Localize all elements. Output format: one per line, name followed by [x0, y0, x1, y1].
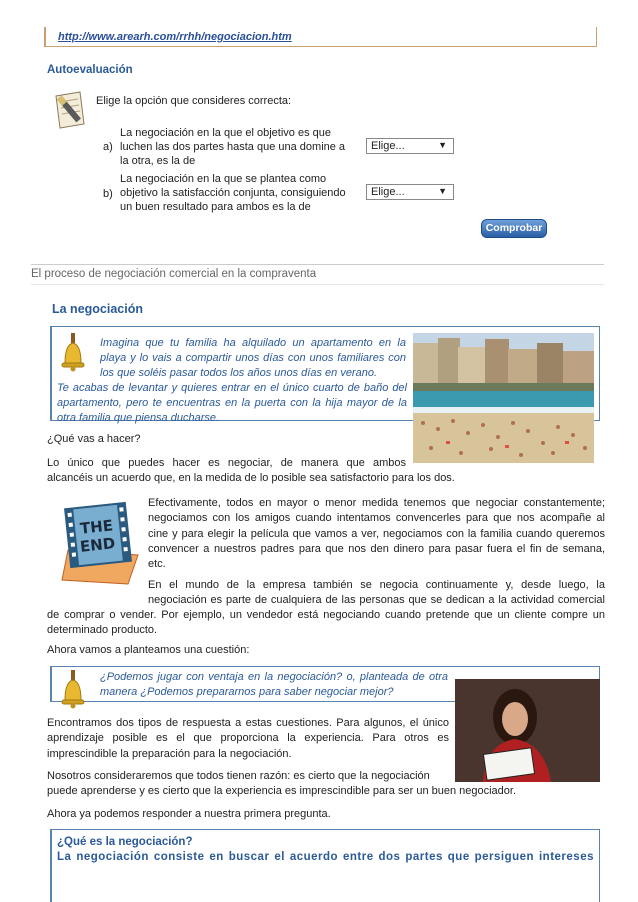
question-b-label: b): [103, 188, 113, 200]
the-end-film-image: [58, 500, 144, 586]
question-b-select[interactable]: Elige... ▼: [366, 184, 454, 200]
the-end-line2: END: [79, 534, 117, 556]
instruction-text: Elige la opción que consideres correcta:: [96, 95, 292, 107]
divider: [31, 284, 604, 285]
question-b-text: La negociación en la que se plantea como objetivo la satisfacción conjunta, consiguiendo un buen resultado para ambos es la de: [120, 173, 346, 213]
paragraph-question-intro: Ahora vamos a planteamos una cuestión:: [47, 644, 250, 656]
the-end-line1: THE: [79, 516, 114, 538]
definition-title: ¿Qué es la negociación?: [57, 836, 193, 848]
callout-question-text: ¿Podemos jugar con ventaja en la negociación? o, planteada de otra manera ¿Podemos prepararnos para saber negociar mejor?: [100, 671, 448, 698]
bell-icon: [60, 333, 86, 373]
question-a-label: a): [103, 141, 113, 153]
beach-photo: [413, 333, 594, 463]
source-url-link[interactable]: http://www.arearh.com/rrhh/negociacion.htm: [58, 31, 292, 43]
callout-story-body: Te acabas de levantar y quieres entrar en el único cuarto de baño del apartamento, pero te encuentras en la puerta con la hija mayor de la otra familia que piensa ducharse.: [57, 382, 407, 424]
pen-paper-icon: [50, 88, 90, 130]
paragraph-business-1: En el mundo de la empresa también se negocia continuamente y, desde luego, la negociación es parte de cualquiera de las personas que se dedican a la actividad comercial: [148, 579, 605, 607]
definition-text: La negociación consiste en buscar el acuerdo entre dos partes que persiguen intereses: [57, 851, 594, 863]
section-header: El proceso de negociación comercial en la compraventa: [31, 268, 317, 280]
dropdown-arrow-icon: ▼: [438, 186, 447, 196]
bell-icon: [60, 670, 86, 710]
check-button[interactable]: Comprobar: [481, 219, 547, 238]
section-title: La negociación: [52, 302, 143, 316]
paragraph-answer-intro: Ahora ya podemos responder a nuestra primera pregunta.: [47, 808, 331, 820]
paragraph-negotiate-line1: Lo único que puedes hacer es negociar, de manera que ambos: [47, 457, 406, 469]
paragraph-consider: Nosotros consideraremos que todos tienen razón: es cierto que la negociación puede aprenderse y es cierto que la experiencia es imprescindible para ser un buen negociador.: [47, 770, 517, 798]
question-a-select[interactable]: Elige... ▼: [366, 138, 454, 154]
url-box: [44, 27, 597, 47]
paragraph-responses: Encontramos dos tipos de respuesta a estas cuestiones. Para algunos, el único aprendizaje posible es el que proporciona la experiencia. Para otros es imprescindible la preparación para la negociación.: [47, 717, 449, 760]
paragraph-everyone-negotiates: Efectivamente, todos en mayor o menor medida tenemos que negociar constantemente; negociamos con los amigos cuando intentamos convencerles para que nos acompañe al cine y para elegir la película que vamos a ver, negociamos con la familia cuando queremos convencer a nuestros padres para que nos den dinero para pasar fuera el fin de semana, etc.: [148, 497, 605, 571]
question-a-text: La negociación en la que el objetivo es que luchen las dos partes hasta que una domine a la otra, es la de: [120, 127, 346, 167]
callout-story-intro: Imagina que tu familia ha alquilado un apartamento en la playa y lo vais a compartir unos días con unos familiares con los que soléis pasar todos los años unos días en verano.: [100, 337, 406, 379]
divider: [31, 264, 604, 265]
businesswoman-photo: [455, 679, 600, 782]
paragraph-question: ¿Qué vas a hacer?: [47, 433, 141, 445]
autoevaluacion-title: Autoevaluación: [47, 64, 133, 76]
dropdown-arrow-icon: ▼: [438, 140, 447, 150]
paragraph-business-2: de comprar o vender. Por ejemplo, un vendedor está negociando cuando pretende que un cliente compre un determinado producto.: [47, 609, 605, 637]
paragraph-negotiate-line2: alcancéis un acuerdo que, en la medida de lo posible sea satisfactorio para los dos.: [47, 472, 455, 484]
